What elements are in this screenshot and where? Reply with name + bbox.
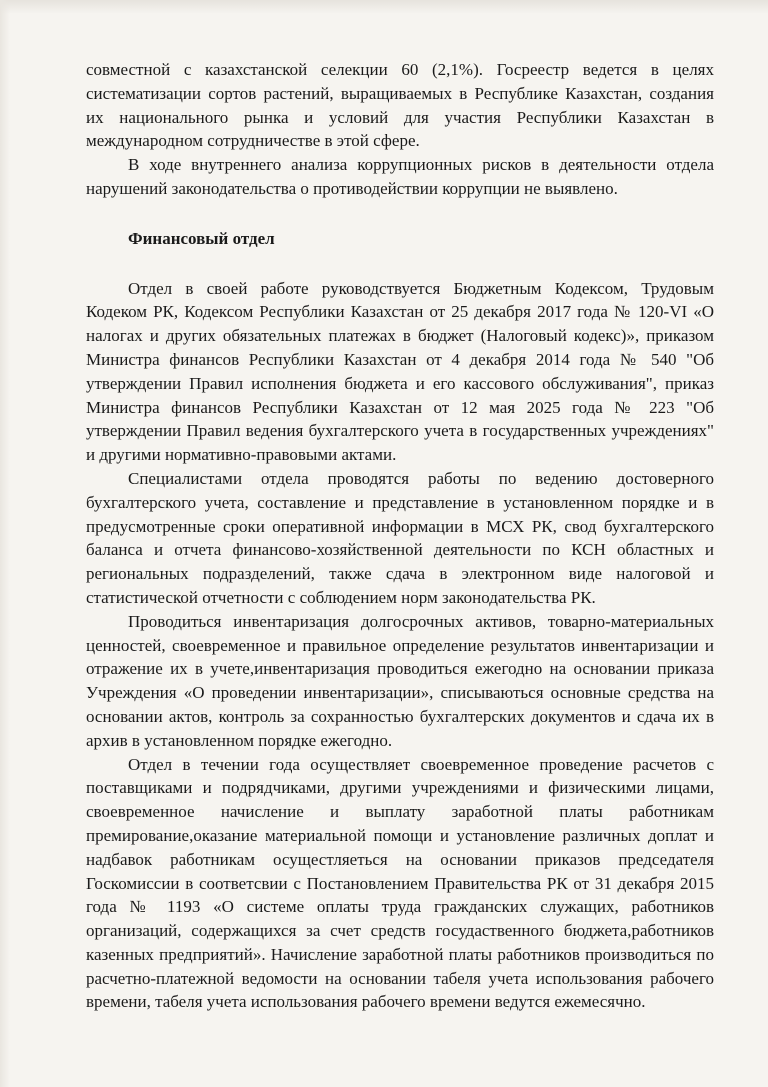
scan-shadow-left <box>0 0 10 1087</box>
scan-shadow-top <box>0 0 768 14</box>
document-body <box>86 58 714 1014</box>
paragraph-accounting-work: Специалистами отдела проводятся работы по ведению достоверного бухгалтерского учета, составление и представление в установленном порядке и в предусмотренные сроки оперативной информации в МСХ РК, свод бухгалтерского баланса и отчета финансово-хозяйственной деятельности по КСН областных и региональных подразделений, также сдача в электронном виде налоговой и статистической отчетности с соблюдением норм законодательства РК. <box>86 468 714 607</box>
paragraph-corruption-analysis: В ходе внутреннего анализа коррупционных рисков в деятельности отдела нарушений законодательства о противодействии коррупции не выявлено. <box>86 155 714 198</box>
paragraph-legal-basis: Отдел в своей работе руководствуется Бюджетным Кодексом, Трудовым Кодеком РК, Кодексом Республики Казахстан от 25 декабря 2017 года № 120-VI «О налогах и других обязательных платежах в бюджет (Налоговый кодекс)», приказом Министра финансов Республики Казахстан от 4 декабря 2014 года № 540 "Об утверждении Правил исполнения бюджета и его кассового обслуживания", приказ Министра финансов Республики Казахстан от 12 мая 2025 года № 223 "Об утверждении Правил ведения бухгалтерского учета в государственных учреждениях" и другими нормативно-правовыми актами. <box>86 278 714 465</box>
paragraph-settlements-payroll: Отдел в течении года осуществляет своевременное проведение расчетов с поставщиками и подрядчиками, другими учреждениями и физическими лицами, своевременное начисление и выплату заработной платы работникам премирование,оказание материальной помощи и установление различных доплат и надбавок работникам осущестляеться на основании приказов председателя Госкомиссии в соответсвии с Постановлением Правительства РК от 31 декабря 2015 года № 1193 «О системе оплаты труда гражданских служащих, работников организаций, содержащихся за счет средств госудаственного бюджета,работников казенных предприятий». Начисление заработной платы работников производиться по расчетно-платежной ведомости на основании табеля учета использования рабочего времени, табеля учета использования рабочего времени ведутся ежемесячно. <box>86 754 714 1012</box>
section-heading-finance: Финансовый отдел <box>128 228 275 248</box>
paragraph-gosreestr: совместной с казахстанской селекции 60 (2,1%). Госреестр ведется в целях систематизации сортов растений, выращиваемых в Республике Казахстан, создания их национального рынка и условий для участия Республики Казахстан в международном сотрудничестве в этой сфере. <box>86 60 714 151</box>
paragraph-inventory: Проводиться инвентаризация долгосрочных активов, товарно-материальных ценностей, своевременное и правильное определение результатов инвентаризации и отражение их в учете,инвентаризация проводиться ежегодно на основании приказа Учреждения «О проведении инвентаризации», списываються основные средства на основании актов, контроль за сохранностью бухгалтерских документов и сдача их в архив в установленном порядке ежегодно. <box>86 611 714 750</box>
